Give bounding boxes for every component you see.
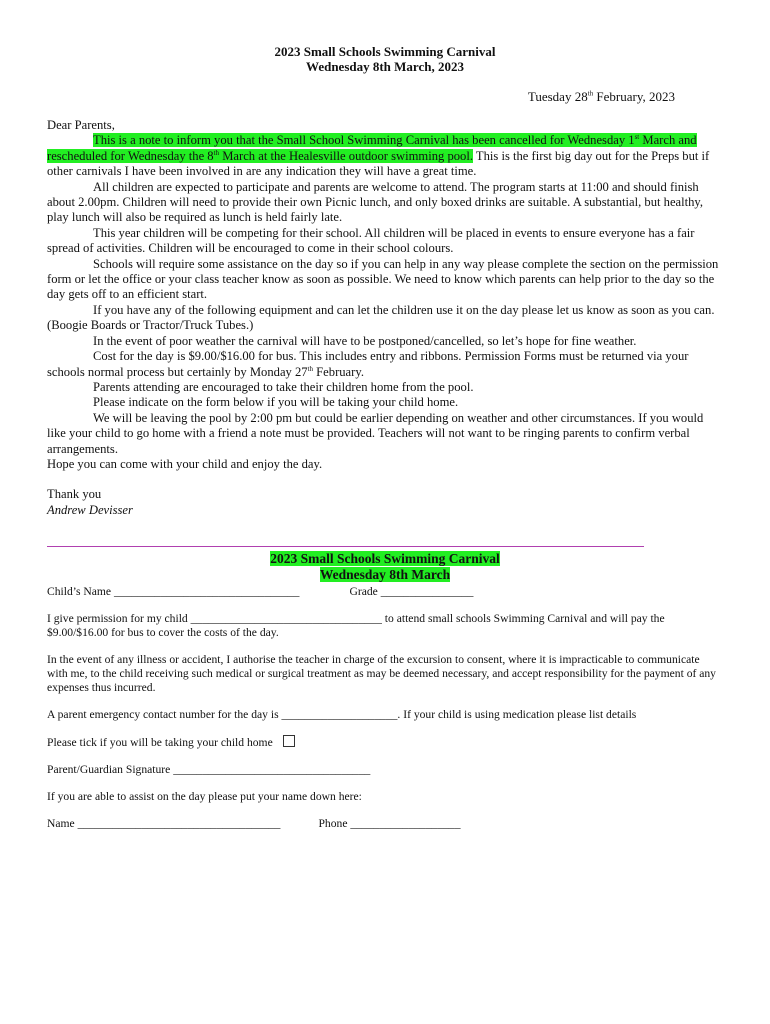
sign-off bbox=[47, 487, 723, 518]
paragraph-3: This year children will be competing for their school. All children will be placed in events to ensure everyone has a fair spread of activities. Children will be encouraged to come in their school colours. bbox=[47, 225, 695, 256]
title-line-2: Wednesday 8th March, 2023 bbox=[306, 59, 464, 74]
notice-sup-1: st bbox=[634, 133, 640, 142]
title-line-1: 2023 Small Schools Swimming Carnival bbox=[274, 44, 496, 59]
paragraph-7-end: February. bbox=[313, 364, 364, 379]
grade-field[interactable]: Grade ________________ bbox=[349, 585, 474, 598]
assist-prompt: If you are able to assist on the day please put your name down here: bbox=[47, 790, 362, 803]
form-title-line-1: 2023 Small Schools Swimming Carnival bbox=[270, 551, 500, 566]
assist-row bbox=[47, 817, 723, 831]
take-home-row bbox=[47, 735, 723, 750]
letter-date bbox=[47, 89, 723, 105]
permission-statement: I give permission for my child _________________________________ to attend small schools Swimming Carnival and will pay the $9.00/$16.00 for bus to cover the costs of the day. bbox=[47, 612, 665, 639]
letter-page bbox=[47, 44, 723, 518]
guardian-signature-field[interactable]: Parent/Guardian Signature __________________________________ bbox=[47, 763, 371, 776]
paragraph-9: Please indicate on the form below if you will be taking your child home. bbox=[93, 395, 459, 410]
helper-name-field[interactable]: Name ___________________________________ bbox=[47, 817, 281, 830]
emergency-contact-field[interactable]: A parent emergency contact number for the day is ____________________. If your child is using medication please list details bbox=[47, 708, 637, 721]
cut-line bbox=[47, 546, 644, 547]
paragraph-4: Schools will require some assistance on the day so if you can help in any way please complete the section on the permission form or let the office or your class teacher know as soon as possible. We need to know which parents can help prior to the day so the day gets off to an efficient start. bbox=[47, 256, 719, 302]
letter-title bbox=[47, 44, 723, 74]
illness-statement: In the event of any illness or accident, I authorise the teacher in charge of the excursion to consent, where it is impracticable to communicate with me, to the child receiving such medical or surgical treatment as may be deemed necessary, and accept responsibility for the payment of any expenses thus incurred. bbox=[47, 653, 716, 694]
paragraph-7-sup: th bbox=[307, 364, 314, 373]
paragraph-5: If you have any of the following equipment and can let the children use it on the day please let us know as soon as you can. (Boogie Boards or Tractor/Truck Tubes.) bbox=[47, 302, 715, 333]
notice-text-b: March and rescheduled for Wednesday the 8 bbox=[47, 133, 697, 163]
helper-phone-field[interactable]: Phone ___________________ bbox=[318, 817, 461, 830]
form-title bbox=[47, 551, 723, 583]
greeting: Dear Parents, bbox=[47, 118, 115, 132]
child-name-row bbox=[47, 585, 723, 599]
form-title-line-2: Wednesday 8th March bbox=[319, 567, 451, 582]
paragraph-1 bbox=[47, 133, 723, 179]
thanks: Thank you bbox=[47, 487, 102, 502]
paragraph-7-text: Cost for the day is $9.00/$16.00 for bus. This includes entry and ribbons. Permission Forms must be returned via your schools normal process but certainly by Monday 27 bbox=[47, 349, 689, 379]
child-name-field[interactable]: Child’s Name ________________________________ bbox=[47, 585, 300, 598]
signature-name: Andrew Devisser bbox=[47, 502, 133, 517]
closing-line: Hope you can come with your child and enjoy the day. bbox=[47, 456, 323, 471]
take-home-checkbox[interactable] bbox=[283, 735, 295, 747]
date-text-end: February, 2023 bbox=[593, 89, 675, 104]
date-text: Tuesday 28 bbox=[527, 89, 588, 104]
paragraph-6: In the event of poor weather the carnival will have to be postponed/cancelled, so let’s hope for fine weather. bbox=[93, 333, 637, 348]
paragraph-8: Parents attending are encouraged to take their children home from the pool. bbox=[93, 379, 474, 394]
take-home-label: Please tick if you will be taking your child home bbox=[47, 736, 273, 749]
paragraph-10: We will be leaving the pool by 2:00 pm but could be earlier depending on weather and other circumstances. If you would like your child to go home with a friend a note must be provided. Teachers will not want to be ringing parents to confirm verbal arrangements. bbox=[47, 410, 704, 456]
paragraph-1-rest: This is the first big day out for the Preps but if other carnivals I have been involved in are any indication they will have a great time. bbox=[47, 148, 710, 179]
paragraph-7 bbox=[47, 349, 723, 380]
notice-text-c: March at the Healesville outdoor swimming pool. bbox=[219, 148, 473, 163]
date-suffix: th bbox=[587, 89, 594, 98]
notice-sup-2: th bbox=[213, 148, 220, 157]
permission-form bbox=[47, 551, 723, 831]
paragraph-2: All children are expected to participate and parents are welcome to attend. The program starts at 11:00 and should finish about 2.00pm. Children will need to provide their own Picnic lunch, and only boxed drinks are suitable. A substantial, but healthy, play lunch will also be required as lunch is held fairly late. bbox=[47, 179, 704, 225]
letter-body bbox=[47, 118, 723, 472]
notice-text-a: This is a note to inform you that the Small School Swimming Carnival has been cancelled for Wednesday 1 bbox=[93, 133, 635, 148]
